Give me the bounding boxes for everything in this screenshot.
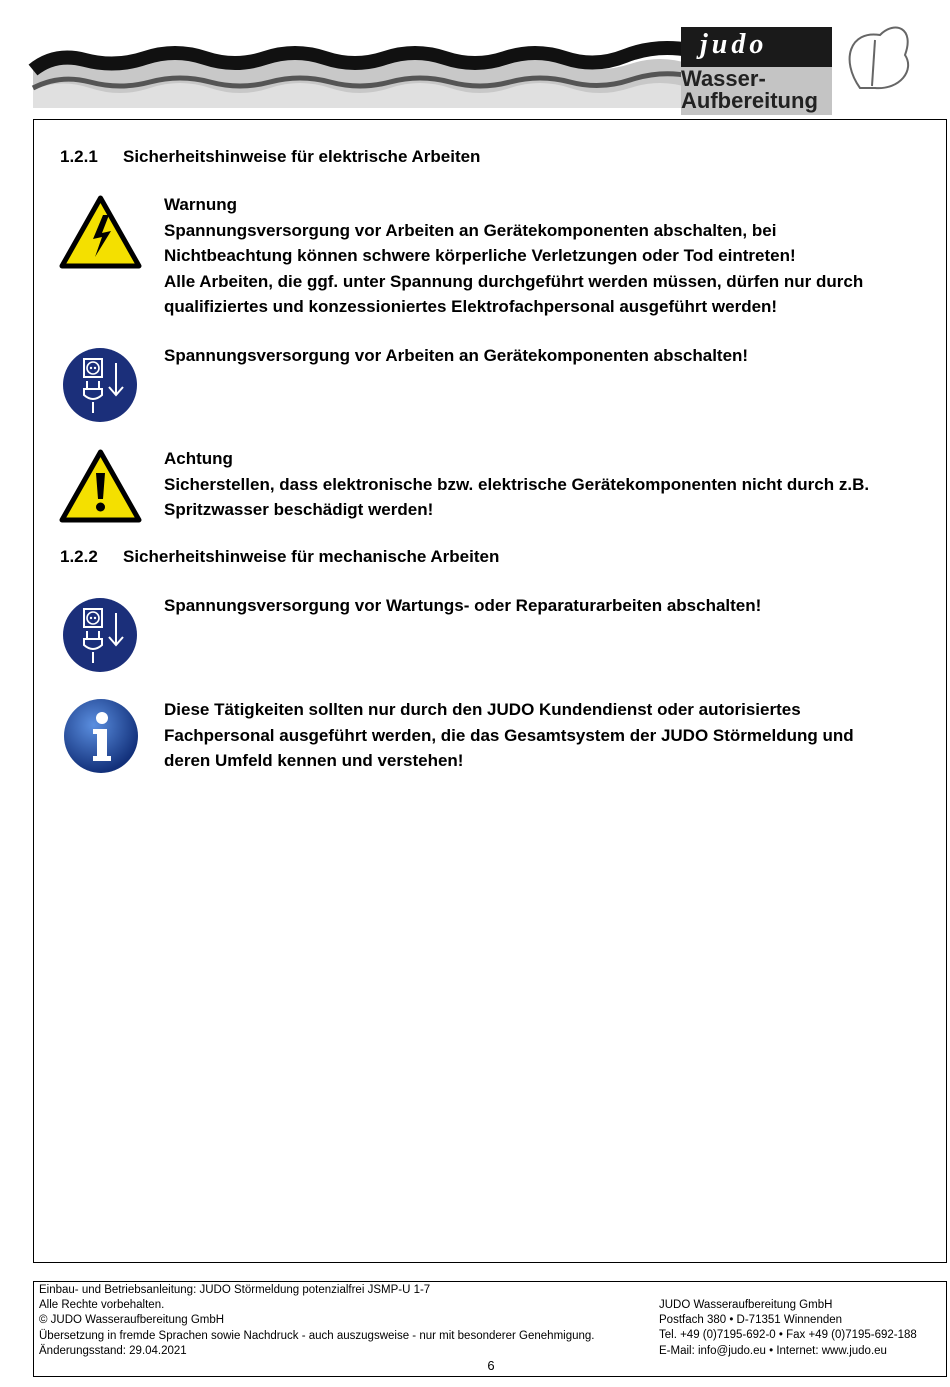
- caution-line: Sicherstellen, dass elektronische bzw. elektrische Gerätekomponenten nicht durch z.B.: [164, 474, 870, 494]
- footer-line: Postfach 380 • D-71351 Winnenden: [659, 1314, 843, 1327]
- footer-line: Einbau- und Betriebsanleitung: JUDO Störmeldung potenzialfrei JSMP-U 1-7: [39, 1284, 431, 1296]
- warning-line: Alle Arbeiten, die ggf. unter Spannung durchgeführt werden müssen, dürfen nur durch: [164, 271, 864, 291]
- high-voltage-warning-icon: [59, 195, 142, 269]
- warning-line: qualifiziertes und konzessioniertes Elektrofachpersonal ausgeführt werden!: [164, 297, 778, 316]
- footer-line: Änderungsstand: 29.04.2021: [39, 1344, 187, 1357]
- caution-heading: Achtung: [164, 449, 233, 468]
- info-line: Diese Tätigkeiten sollten nur durch den JUDO Kundendienst oder autorisiertes: [164, 700, 801, 719]
- footer-line: E-Mail: info@judo.eu • Internet: www.judo.eu: [659, 1344, 887, 1357]
- warning-line: Spannungsversorgung vor Arbeiten an Gerätekomponenten abschalten, bei: [164, 220, 777, 240]
- footer-line: Tel. +49 (0)7195-692-0 • Fax +49 (0)7195-692-188: [659, 1329, 917, 1342]
- disconnect-power-icon: [62, 597, 138, 673]
- logo-line1: Wasser-: [681, 66, 766, 91]
- logo-brand: judo: [700, 29, 768, 60]
- warning-heading: Warnung: [164, 195, 238, 214]
- caution-block: [164, 446, 924, 523]
- section-title: Sicherheitshinweise für mechanische Arbeiten: [123, 547, 500, 566]
- disconnect-text-1: Spannungsversorgung vor Arbeiten an Gerätekomponenten abschalten!: [164, 346, 749, 365]
- footer-line: Übersetzung in fremde Sprachen sowie Nachdruck - auch auszugsweise - nur mit besonderer Genehmigung.: [39, 1329, 595, 1342]
- footer-line: Alle Rechte vorbehalten.: [39, 1299, 165, 1312]
- page-header: [0, 0, 950, 118]
- logo-line2: Aufbereitung: [681, 88, 818, 113]
- info-line: deren Umfeld kennen und verstehen!: [164, 751, 464, 770]
- footer-line: © JUDO Wasseraufbereitung GmbH: [39, 1314, 225, 1327]
- disconnect-text-2: Spannungsversorgung vor Wartungs- oder Reparaturarbeiten abschalten!: [164, 596, 762, 615]
- footer-right: [659, 1298, 917, 1359]
- footer-left: [39, 1283, 594, 1359]
- section-title: Sicherheitshinweise für elektrische Arbeiten: [123, 147, 481, 166]
- disconnect-power-icon: [62, 347, 138, 423]
- section-number: 1.2.1: [60, 147, 98, 166]
- info-line: Fachpersonal ausgeführt werden, die das Gesamtsystem der JUDO Störmeldung und: [164, 725, 854, 745]
- footer-line: JUDO Wasseraufbereitung GmbH: [659, 1299, 833, 1311]
- section-number: 1.2.2: [60, 547, 98, 566]
- page-footer: [33, 1281, 947, 1377]
- info-icon: [63, 698, 139, 774]
- caution-line: Spritzwasser beschädigt werden!: [164, 500, 434, 519]
- warning-block: [164, 192, 924, 320]
- page-number: 6: [487, 1358, 495, 1373]
- info-block: [164, 697, 924, 774]
- warning-line: Nichtbeachtung können schwere körperliche Verletzungen oder Tod eintreten!: [164, 246, 796, 265]
- caution-exclamation-icon: [59, 449, 142, 523]
